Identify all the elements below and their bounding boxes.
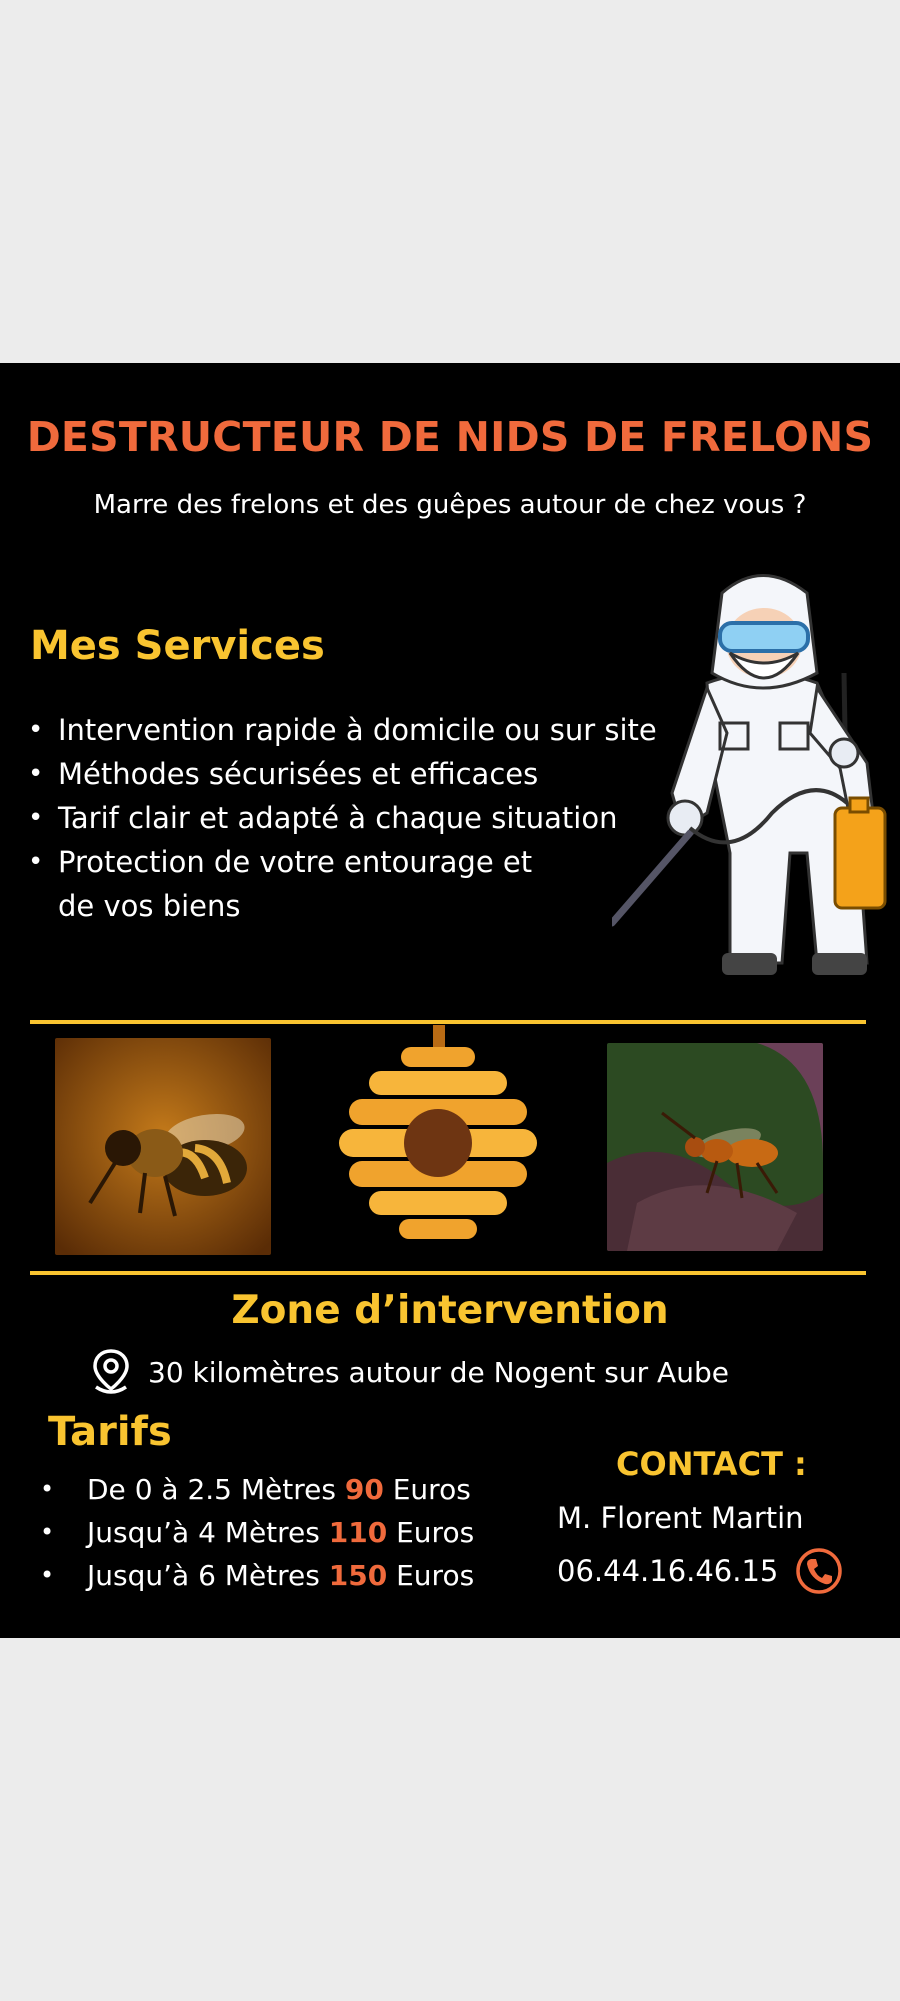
service-item-text: Protection de votre entourage et bbox=[58, 845, 533, 879]
service-item-text: Méthodes sécurisées et efficaces bbox=[58, 757, 539, 791]
tarif-label: Jusqu’à 4 Mètres bbox=[87, 1516, 329, 1549]
contact-name: M. Florent Martin bbox=[557, 1501, 804, 1535]
services-list bbox=[28, 708, 657, 928]
contact-heading: CONTACT : bbox=[616, 1445, 807, 1483]
pest-control-worker-illustration bbox=[612, 563, 897, 988]
tarifs-list bbox=[40, 1468, 474, 1597]
tarif-unit: Euros bbox=[387, 1516, 475, 1549]
tarif-unit: Euros bbox=[383, 1473, 471, 1506]
bullet: • bbox=[28, 759, 44, 789]
service-item-text: Tarif clair et adapté à chaque situation bbox=[58, 801, 618, 835]
location-pin-icon bbox=[90, 1347, 132, 1397]
zone-heading: Zone d’intervention bbox=[231, 1288, 669, 1333]
divider-bottom bbox=[30, 1271, 866, 1275]
tarif-unit: Euros bbox=[387, 1559, 475, 1592]
contact-phone-number[interactable]: 06.44.16.46.15 bbox=[557, 1554, 779, 1588]
tarifs-heading: Tarifs bbox=[48, 1409, 172, 1455]
poster-title: DESTRUCTEUR DE NIDS DE FRELONS bbox=[26, 413, 874, 461]
service-item-text: Intervention rapide à domicile ou sur site bbox=[58, 713, 657, 747]
service-item bbox=[28, 796, 657, 840]
service-item bbox=[28, 752, 657, 796]
divider-top bbox=[30, 1020, 866, 1024]
service-item bbox=[28, 708, 657, 752]
bullet: • bbox=[28, 715, 44, 745]
wasp-photo bbox=[607, 1043, 823, 1251]
bee-photo bbox=[55, 1038, 271, 1255]
tarif-price: 150 bbox=[328, 1559, 388, 1592]
poster bbox=[0, 363, 900, 1638]
bullet: • bbox=[40, 1561, 55, 1589]
bullet: • bbox=[40, 1518, 55, 1546]
bullet: • bbox=[40, 1475, 55, 1503]
poster-subtitle: Marre des frelons et des guêpes autour de chez vous ? bbox=[93, 490, 807, 520]
service-item-text: de vos biens bbox=[58, 889, 241, 923]
tarif-item bbox=[40, 1511, 474, 1554]
tarif-item bbox=[40, 1554, 474, 1597]
tarif-label: De 0 à 2.5 Mètres bbox=[87, 1473, 345, 1506]
services-heading: Mes Services bbox=[30, 623, 325, 669]
service-item bbox=[28, 840, 657, 884]
tarif-price: 110 bbox=[328, 1516, 388, 1549]
contact-phone[interactable] bbox=[557, 1546, 844, 1596]
zone-text: 30 kilomètres autour de Nogent sur Aube bbox=[148, 1355, 729, 1389]
tarif-label: Jusqu’à 6 Mètres bbox=[87, 1559, 329, 1592]
service-item-continuation bbox=[28, 884, 657, 928]
phone-icon[interactable] bbox=[794, 1546, 844, 1596]
bullet: • bbox=[28, 847, 44, 877]
tarif-price: 90 bbox=[344, 1473, 384, 1506]
beehive-icon bbox=[333, 1025, 543, 1245]
tarif-item bbox=[40, 1468, 474, 1511]
zone-line bbox=[90, 1347, 729, 1397]
bullet: • bbox=[28, 803, 44, 833]
